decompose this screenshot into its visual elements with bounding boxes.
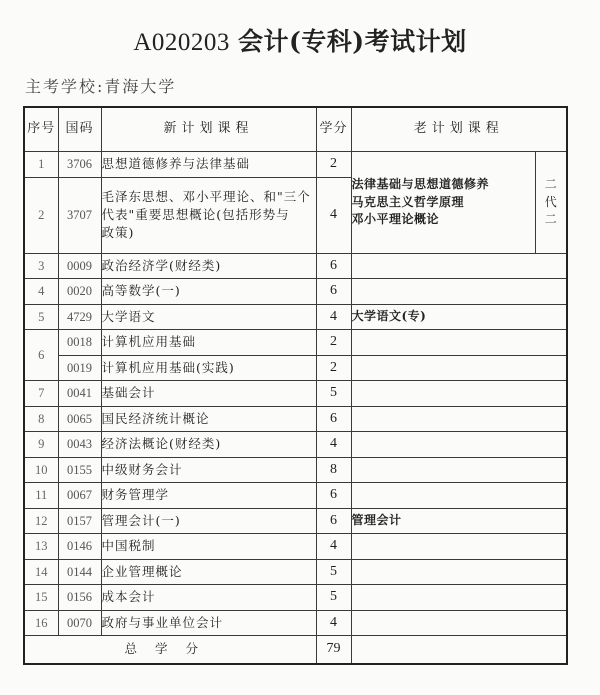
row-credit: 5 xyxy=(316,585,351,611)
row-credit: 6 xyxy=(316,483,351,509)
row-credit: 6 xyxy=(316,406,351,432)
header-row xyxy=(24,107,567,152)
total-row xyxy=(24,636,567,665)
row-course: 中国税制 xyxy=(101,534,316,560)
row-old-course xyxy=(351,330,567,356)
row-course: 计算机应用基础 xyxy=(101,330,316,356)
old-course-line: 邓小平理论概论 xyxy=(351,211,440,226)
row-old-course xyxy=(351,432,567,458)
row-code: 0070 xyxy=(58,610,101,636)
old-course-note xyxy=(535,152,567,254)
table-row xyxy=(24,457,567,483)
row-old-course xyxy=(351,534,567,560)
total-old-blank xyxy=(351,636,567,665)
row-credit: 4 xyxy=(316,610,351,636)
table-row xyxy=(24,508,567,534)
row-code: 0157 xyxy=(58,508,101,534)
row-seq: 4 xyxy=(24,279,58,305)
row-credit: 6 xyxy=(316,253,351,279)
row-course: 政府与事业单位会计 xyxy=(101,610,316,636)
table-row xyxy=(24,585,567,611)
row-course: 计算机应用基础(实践) xyxy=(101,355,316,381)
row-seq: 14 xyxy=(24,559,58,585)
row-credit: 2 xyxy=(316,152,351,178)
row-code: 0155 xyxy=(58,457,101,483)
row-old-course xyxy=(351,457,567,483)
row-credit: 4 xyxy=(316,534,351,560)
row-course: 中级财务会计 xyxy=(101,457,316,483)
row-seq: 9 xyxy=(24,432,58,458)
row-seq: 2 xyxy=(24,177,58,253)
row-code: 0018 xyxy=(58,330,101,356)
row-code: 0156 xyxy=(58,585,101,611)
old-course-group xyxy=(351,152,535,254)
row-old-course xyxy=(351,406,567,432)
row-credit: 5 xyxy=(316,381,351,407)
row-credit: 2 xyxy=(316,330,351,356)
row-credit: 4 xyxy=(316,177,351,253)
row-seq: 10 xyxy=(24,457,58,483)
table-row xyxy=(24,355,567,381)
row-code: 0146 xyxy=(58,534,101,560)
row-credit: 4 xyxy=(316,304,351,330)
table-row xyxy=(24,304,567,330)
header-old-course: 老计划课程 xyxy=(351,107,567,152)
table-row xyxy=(24,610,567,636)
exam-plan-table xyxy=(23,106,568,665)
program-code: A020203 xyxy=(133,29,230,56)
row-course: 基础会计 xyxy=(101,381,316,407)
row-code: 0019 xyxy=(58,355,101,381)
row-credit: 5 xyxy=(316,559,351,585)
row-code: 4729 xyxy=(58,304,101,330)
total-credit: 79 xyxy=(316,636,351,665)
row-course xyxy=(101,177,316,253)
row-old-course xyxy=(351,610,567,636)
row-course: 国民经济统计概论 xyxy=(101,406,316,432)
school-label: 主考学校: xyxy=(25,77,105,96)
row-old-course: 大学语文(专) xyxy=(351,304,567,330)
header-code: 国码 xyxy=(58,107,101,152)
row-seq: 1 xyxy=(24,152,58,178)
row-code: 0009 xyxy=(58,253,101,279)
school-name: 青海大学 xyxy=(104,77,177,96)
row-old-course: 管理会计 xyxy=(351,508,567,534)
row-code: 0067 xyxy=(58,483,101,509)
course-line: 代表"重要思想概论(包括形势与 xyxy=(101,206,290,222)
old-course-line: 法律基础与思想道德修养 xyxy=(351,177,490,192)
row-credit: 6 xyxy=(316,508,351,534)
table-row xyxy=(24,534,567,560)
row-old-course xyxy=(351,279,567,305)
row-seq: 16 xyxy=(24,610,58,636)
table-row xyxy=(24,559,567,585)
row-code: 0043 xyxy=(58,432,101,458)
school-line xyxy=(25,74,176,97)
row-seq: 11 xyxy=(24,483,58,509)
row-seq: 6 xyxy=(24,330,58,381)
page-title xyxy=(0,22,600,58)
table-row xyxy=(24,432,567,458)
note-char: 二 xyxy=(544,177,557,192)
row-old-course xyxy=(351,483,567,509)
note-char: 代 xyxy=(544,194,557,209)
table-row xyxy=(24,381,567,407)
old-course-line: 马克思主义哲学原理 xyxy=(351,194,465,209)
header-new-course: 新计划课程 xyxy=(101,107,316,152)
row-seq: 12 xyxy=(24,508,58,534)
header-credit: 学分 xyxy=(316,107,351,152)
row-old-course xyxy=(351,585,567,611)
row-old-course xyxy=(351,253,567,279)
note-char: 二 xyxy=(544,211,557,226)
row-course: 成本会计 xyxy=(101,585,316,611)
table-row xyxy=(24,483,567,509)
row-credit: 8 xyxy=(316,457,351,483)
row-code: 0065 xyxy=(58,406,101,432)
row-code: 0041 xyxy=(58,381,101,407)
row-course: 高等数学(一) xyxy=(101,279,316,305)
row-code: 0020 xyxy=(58,279,101,305)
table-row xyxy=(24,279,567,305)
row-credit: 4 xyxy=(316,432,351,458)
row-course: 企业管理概论 xyxy=(101,559,316,585)
row-seq: 15 xyxy=(24,585,58,611)
total-label: 总学分 xyxy=(24,636,316,665)
row-seq: 5 xyxy=(24,304,58,330)
course-line: 政策) xyxy=(101,225,135,241)
header-seq: 序号 xyxy=(24,107,58,152)
row-course: 经济法概论(财经类) xyxy=(101,432,316,458)
row-code: 0144 xyxy=(58,559,101,585)
row-seq: 8 xyxy=(24,406,58,432)
row-seq: 7 xyxy=(24,381,58,407)
row-seq: 13 xyxy=(24,534,58,560)
row-course: 政治经济学(财经类) xyxy=(101,253,316,279)
table-row xyxy=(24,406,567,432)
row-old-course xyxy=(351,355,567,381)
row-seq: 3 xyxy=(24,253,58,279)
row-code: 3707 xyxy=(58,177,101,253)
row-old-course xyxy=(351,381,567,407)
row-code: 3706 xyxy=(58,152,101,178)
row-course: 财务管理学 xyxy=(101,483,316,509)
table-row xyxy=(24,152,567,178)
row-course: 思想道德修养与法律基础 xyxy=(101,152,316,178)
row-old-course xyxy=(351,559,567,585)
course-line: 毛泽东思想、邓小平理论、和"三个 xyxy=(101,188,311,204)
row-course: 大学语文 xyxy=(101,304,316,330)
table-row xyxy=(24,253,567,279)
row-credit: 6 xyxy=(316,279,351,305)
table-row xyxy=(24,330,567,356)
row-credit: 2 xyxy=(316,355,351,381)
program-title: 会计(专科)考试计划 xyxy=(237,27,467,56)
row-course: 管理会计(一) xyxy=(101,508,316,534)
